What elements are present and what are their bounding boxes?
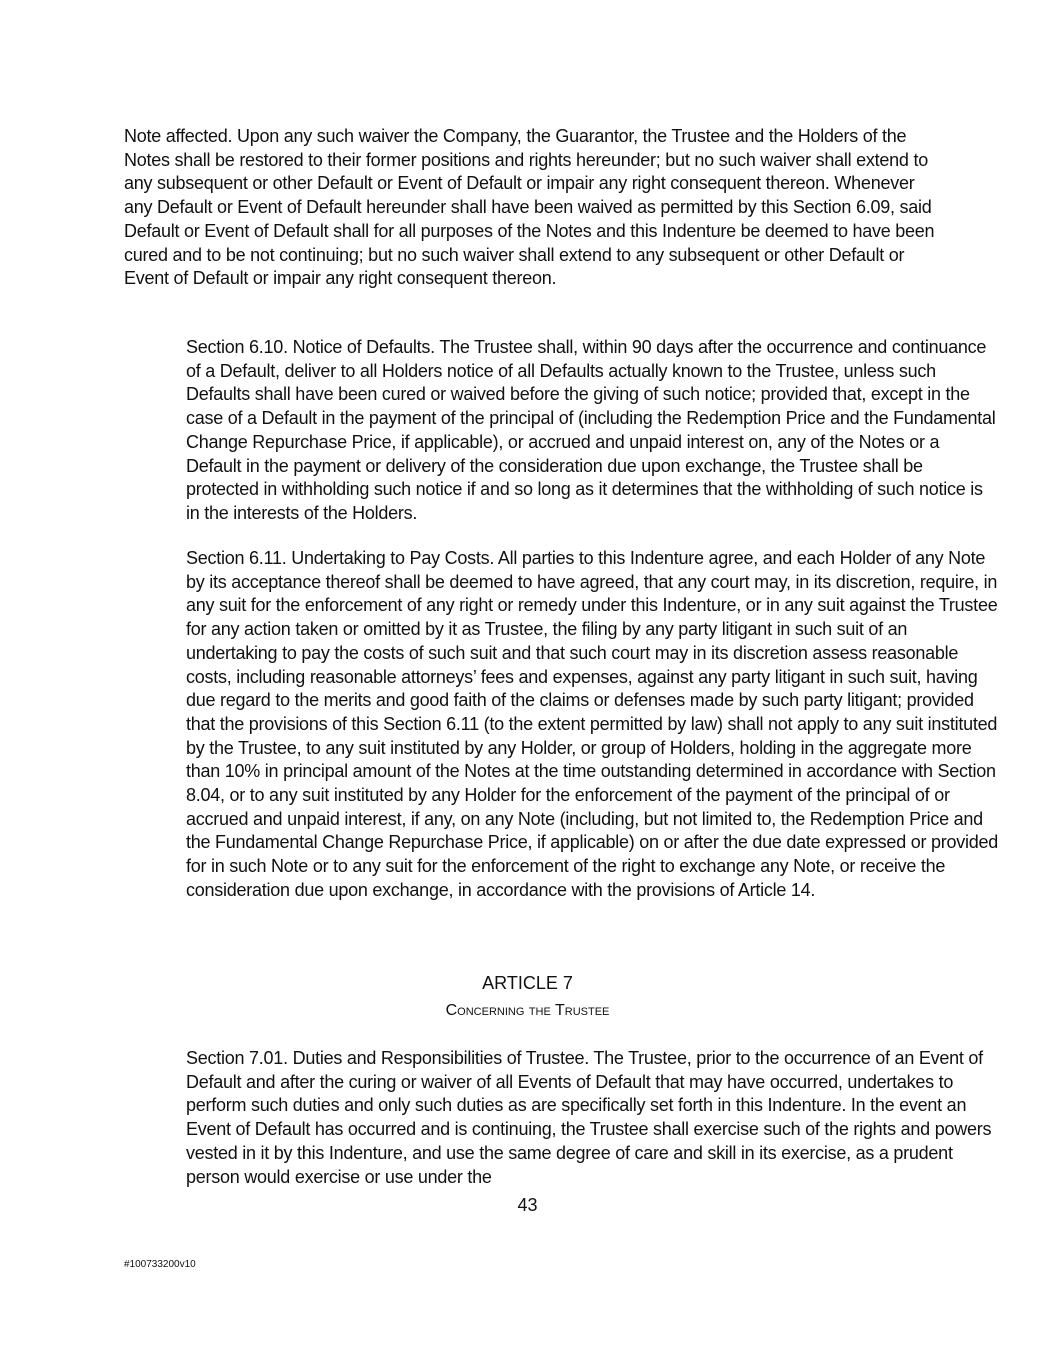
- page-number: 43: [517, 1195, 538, 1215]
- article-title-heading: Concerning the Trustee: [445, 1002, 610, 1019]
- section-6-11-paragraph: Section 6.11. Undertaking to Pay Costs. All parties to this Indenture agree, and each Holder of any Note by its acceptance thereof shall be deemed to have agreed, that any court may, in its discretion, require, in any suit for the enforcement of any right or remedy under this Indenture, or in any suit against the Trustee for any action taken or omitted by it as Trustee, the filing by any party litigant in such suit of an undertaking to pay the costs of such suit and that such court may in its discretion assess reasonable costs, including reasonable attorneys’ fees and expenses, against any party litigant in such suit, having due regard to the merits and good faith of the claims or defenses made by such party litigant; provided that the provisions of this Section 6.11 (to the extent permitted by law) shall not apply to any suit instituted by the Trustee, to any suit instituted by any Holder, or group of Holders, holding in the aggregate more than 10% in principal amount of the Notes at the time outstanding determined in accordance with Section 8.04, or to any suit instituted by any Holder for the enforcement of the payment of the principal of or accrued and unpaid interest, if any, on any Note (including, but not limited to, the Redemption Price and the Fundamental Change Repurchase Price, if applicable) on or after the due date expressed or provided for in such Note or to any suit for the enforcement of the right to exchange any Note, or receive the consideration due upon exchange, in accordance with the provisions of Article 14.: [186, 548, 999, 900]
- article-number-heading: ARTICLE 7: [482, 973, 573, 993]
- document-id-footer: #100733200v10: [124, 1259, 196, 1270]
- section-6-10-paragraph: Section 6.10. Notice of Defaults. The Trustee shall, within 90 days after the occurrence and continuance of a Default, deliver to all Holders notice of all Defaults actually known to the Trustee, unless such Defaults shall have been cured or waived before the giving of such notice; provided that, except in the case of a Default in the payment of the principal of (including the Redemption Price and the Fundamental Change Repurchase Price, if applicable), or accrued and unpaid interest on, any of the Notes or a Default in the payment or delivery of the consideration due upon exchange, the Trustee shall be protected in withholding such notice if and so long as it determines that the withholding of such notice is in the interests of the Holders.: [186, 337, 996, 523]
- paragraph-continued: Note affected. Upon any such waiver the Company, the Guarantor, the Trustee and the Holders of the Notes shall be restored to their former positions and rights hereunder; but no such waiver shall extend to any subsequent or other Default or Event of Default or impair any right consequent thereon. Whenever any Default or Event of Default hereunder shall have been waived as permitted by this Section 6.09, said Default or Event of Default shall for all purposes of the Notes and this Indenture be deemed to have been cured and to be not continuing; but no such waiver shall extend to any subsequent or other Default or Event of Default or impair any right consequent thereon.: [124, 126, 935, 289]
- section-7-01-paragraph: Section 7.01. Duties and Responsibilities of Trustee. The Trustee, prior to the occurrence of an Event of Default and after the curing or waiver of all Events of Default that may have occurred, undertakes to perform such duties and only such duties as are specifically set forth in this Indenture. In the event an Event of Default has occurred and is continuing, the Trustee shall exercise such of the rights and powers vested in it by this Indenture, and use the same degree of care and skill in its exercise, as a prudent person would exercise or use under the: [186, 1048, 992, 1187]
